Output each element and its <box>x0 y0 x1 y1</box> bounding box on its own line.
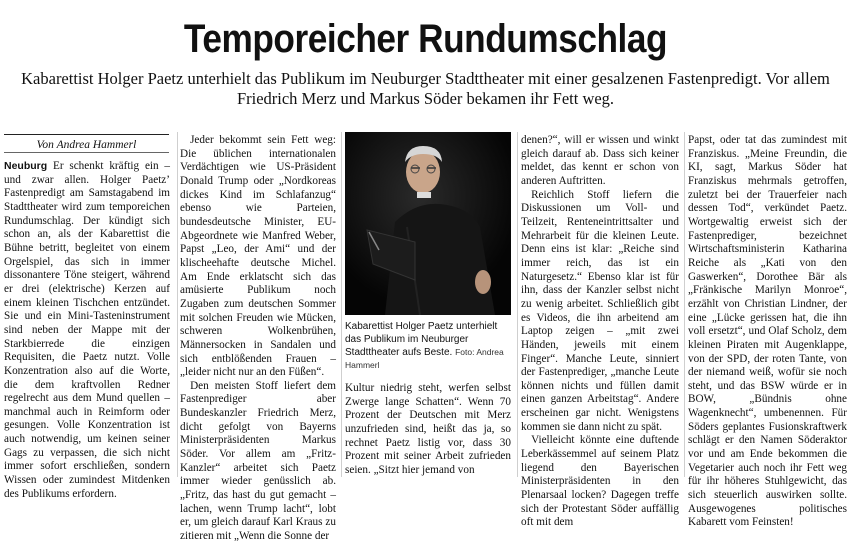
column-divider <box>177 132 178 477</box>
photo-credit: Foto: Andrea Hammerl <box>345 347 504 370</box>
paragraph: Papst, oder tat das zumindest mit Franziskus. „Meine Freundin, die KI, sagt, Markus Söder hat Franziskus mehrmals getroffen, zuletzt bei der Trauerfeier nach dessen Tod“, verkündet Paetz. Wortgewaltig erweist sich der Fastenprediger, bezeichnet Wirtschaftsministerin Katharina Reiche als „Kati von den Gaswerken“, Dorothee Bär als „Fränkische Marilyn Monroe“, erzählt von Christian Lindner, der eine „Lücke gerissen hat, die ihn voll ersetzt“, und Olaf Scholz, dem kleinen Piraten mit Augenklappe, von der SPD, der roten Tante, von der niemand weiß, wofür sie noch steht, und das BSW würde er in BOW, „Bündnis ohne Wagenknecht“, umbenennen. Für Söders geplantes Fusionskraftwerk schlägt er den Namen Söderaktor vor und am Ende bekommen die Vegetarier auch noch ihr Fett weg für ihr höheres Stuhlgewicht, das sich steuerlich auswirken sollte. Ausgewogenes politisches Kabarett vom Feinsten! <box>688 134 847 529</box>
lead-paragraph <box>4 160 170 501</box>
column-divider <box>517 132 518 477</box>
byline: Von Andrea Hammerl <box>4 134 169 152</box>
paragraph: denen?“, will er wissen und winkt gleich darauf ab. Dass sich keiner meldet, das kennt er schon von anderen Auftritten. <box>521 134 679 187</box>
photo-caption <box>345 320 515 372</box>
article-column-5 <box>688 134 847 530</box>
paragraph: Reichlich Stoff liefern die Diskussionen um Voll- und Teilzeit, Renteneintrittsalter und Mehrarbeit für die kleinen Leute. Denn eins ist klar: „Reiche sind immer reich, das ist ein Naturgesetz.“ Ebenso klar ist für ihn, dass der Kanzler selbst nicht zu wenig arbeitet. Schließlich gibt es Videos, die ihn arbeitend am Laptop zeigen – „mit zwei Händen, jeweils mit einem Finger“. Manche Leute, sinniert der Fastenprediger, „manche Leute können nichts und füllen damit einen ganzen Arbeitstag“. Andere erscheinen gar nicht. Wenigstens kommen sie dann nicht zu spät. <box>521 188 679 433</box>
column-divider <box>341 132 342 477</box>
article-column-1 <box>4 160 170 501</box>
lead-text: Er schenkt kräftig ein – und zwar allen. Holger Paetz’ Fastenpredigt am Samstagabend im Stadttheater wird zum temporeichen Rundumschlag. Der kündigt sich schon an, als der Kabarettist die Bühne betritt, begleitet von einem Orgelspiel, das sich in immer dissonantere Töne steigert, während er drei (elektrische) Kerzen auf einem kleinen Tischchen entzündet. Sie und ein Mini-Tasteninstrument sind neben der Mappe mit der Starkbierrede die einzigen Requisiten, die Paetz nutzt. Volle Konzentration also auf die Worte, die dem kraftvollen Redner regelrecht aus dem Mund quellen – manchmal auch in Reimform oder gesungen. Volle Konzentration ist auch notwendig, um keinen seiner Gags zu verpassen, die sich nicht immer sofort erschließen, sondern Wissen oder zumindest Mitdenken des Publikums erfordern. <box>4 160 170 500</box>
article-photo <box>345 132 511 315</box>
subheadline: Kabarettist Holger Paetz unterhielt das Publikum im Neuburger Stadttheater mit einer gesalzenen Fastenpredigt. Vor allem Friedrich Merz und Markus Söder bekamen ihr Fett weg. <box>21 69 830 108</box>
paragraph: Jeder bekommt sein Fett weg: Die üblichen internationalen Verdächtigen wie US-Präsident Donald Trump oder „Nordkoreas dickes Kind im Schlafanzug“ ebenso wie Parteien, bundesdeutsche Minister, EU-Abgeordnete wie Manfred Weber, Papst „Leo, der Ami“ und der klischeehafte deutsche Michel. Am Ende erklatscht sich das amüsierte Publikum noch Zugaben zum deutschen Sommer mit solchen Freuden wie Mücken, schweren Wolkenbrühen, Männersocken in Sandalen und sich entblößenden Frauen – „leider nicht nur an den Füßen“. <box>180 134 336 379</box>
performer-photo-illustration <box>345 132 511 315</box>
dateline: Neuburg <box>4 160 48 172</box>
article-column-3 <box>345 382 511 478</box>
article-column-4 <box>521 134 679 530</box>
article-column-2 <box>180 134 336 544</box>
paragraph: Kultur niedrig steht, werfen selbst Zwerge lange Schatten“. Wenn 70 Prozent der Deutschen mit Merz unzufrieden sind, heißt das ja, so rechnet Paetz listig vor, dass 30 Prozent mit seiner Arbeit zufrieden seien. „Sitzt hier jemand von <box>345 382 511 476</box>
column-divider <box>684 132 685 477</box>
byline-rule <box>4 152 169 153</box>
paragraph: Vielleicht könnte eine duftende Leberkässemmel auf seinem Platz liegend den Bayerischen Ministerpräsidenten in den Plenarsaal locken? Dagegen treffe sich der Protestant Söder auffällig oft mit dem <box>521 434 679 529</box>
headline: Temporeicher Rundumschlag <box>183 17 668 61</box>
paragraph: Den meisten Stoff liefert dem Fastenprediger aber Bundeskanzler Friedrich Merz, dicht gefolgt von Bayerns Ministerpräsidenten Markus Söder. Vor allem am „Fritz-Kanzler“ arbeitet sich Paetz immer wieder genüsslich ab. „Fritz, das hast du gut gemacht – lachen, wenn Trump lacht“, lobt er, um gleich darauf Karl Kraus zu zitieren mit „Wenn die Sonne der <box>180 379 336 543</box>
caption-text: Kabarettist Holger Paetz unterhielt das Publikum im Neuburger Stadttheater aufs Beste. <box>345 321 498 358</box>
